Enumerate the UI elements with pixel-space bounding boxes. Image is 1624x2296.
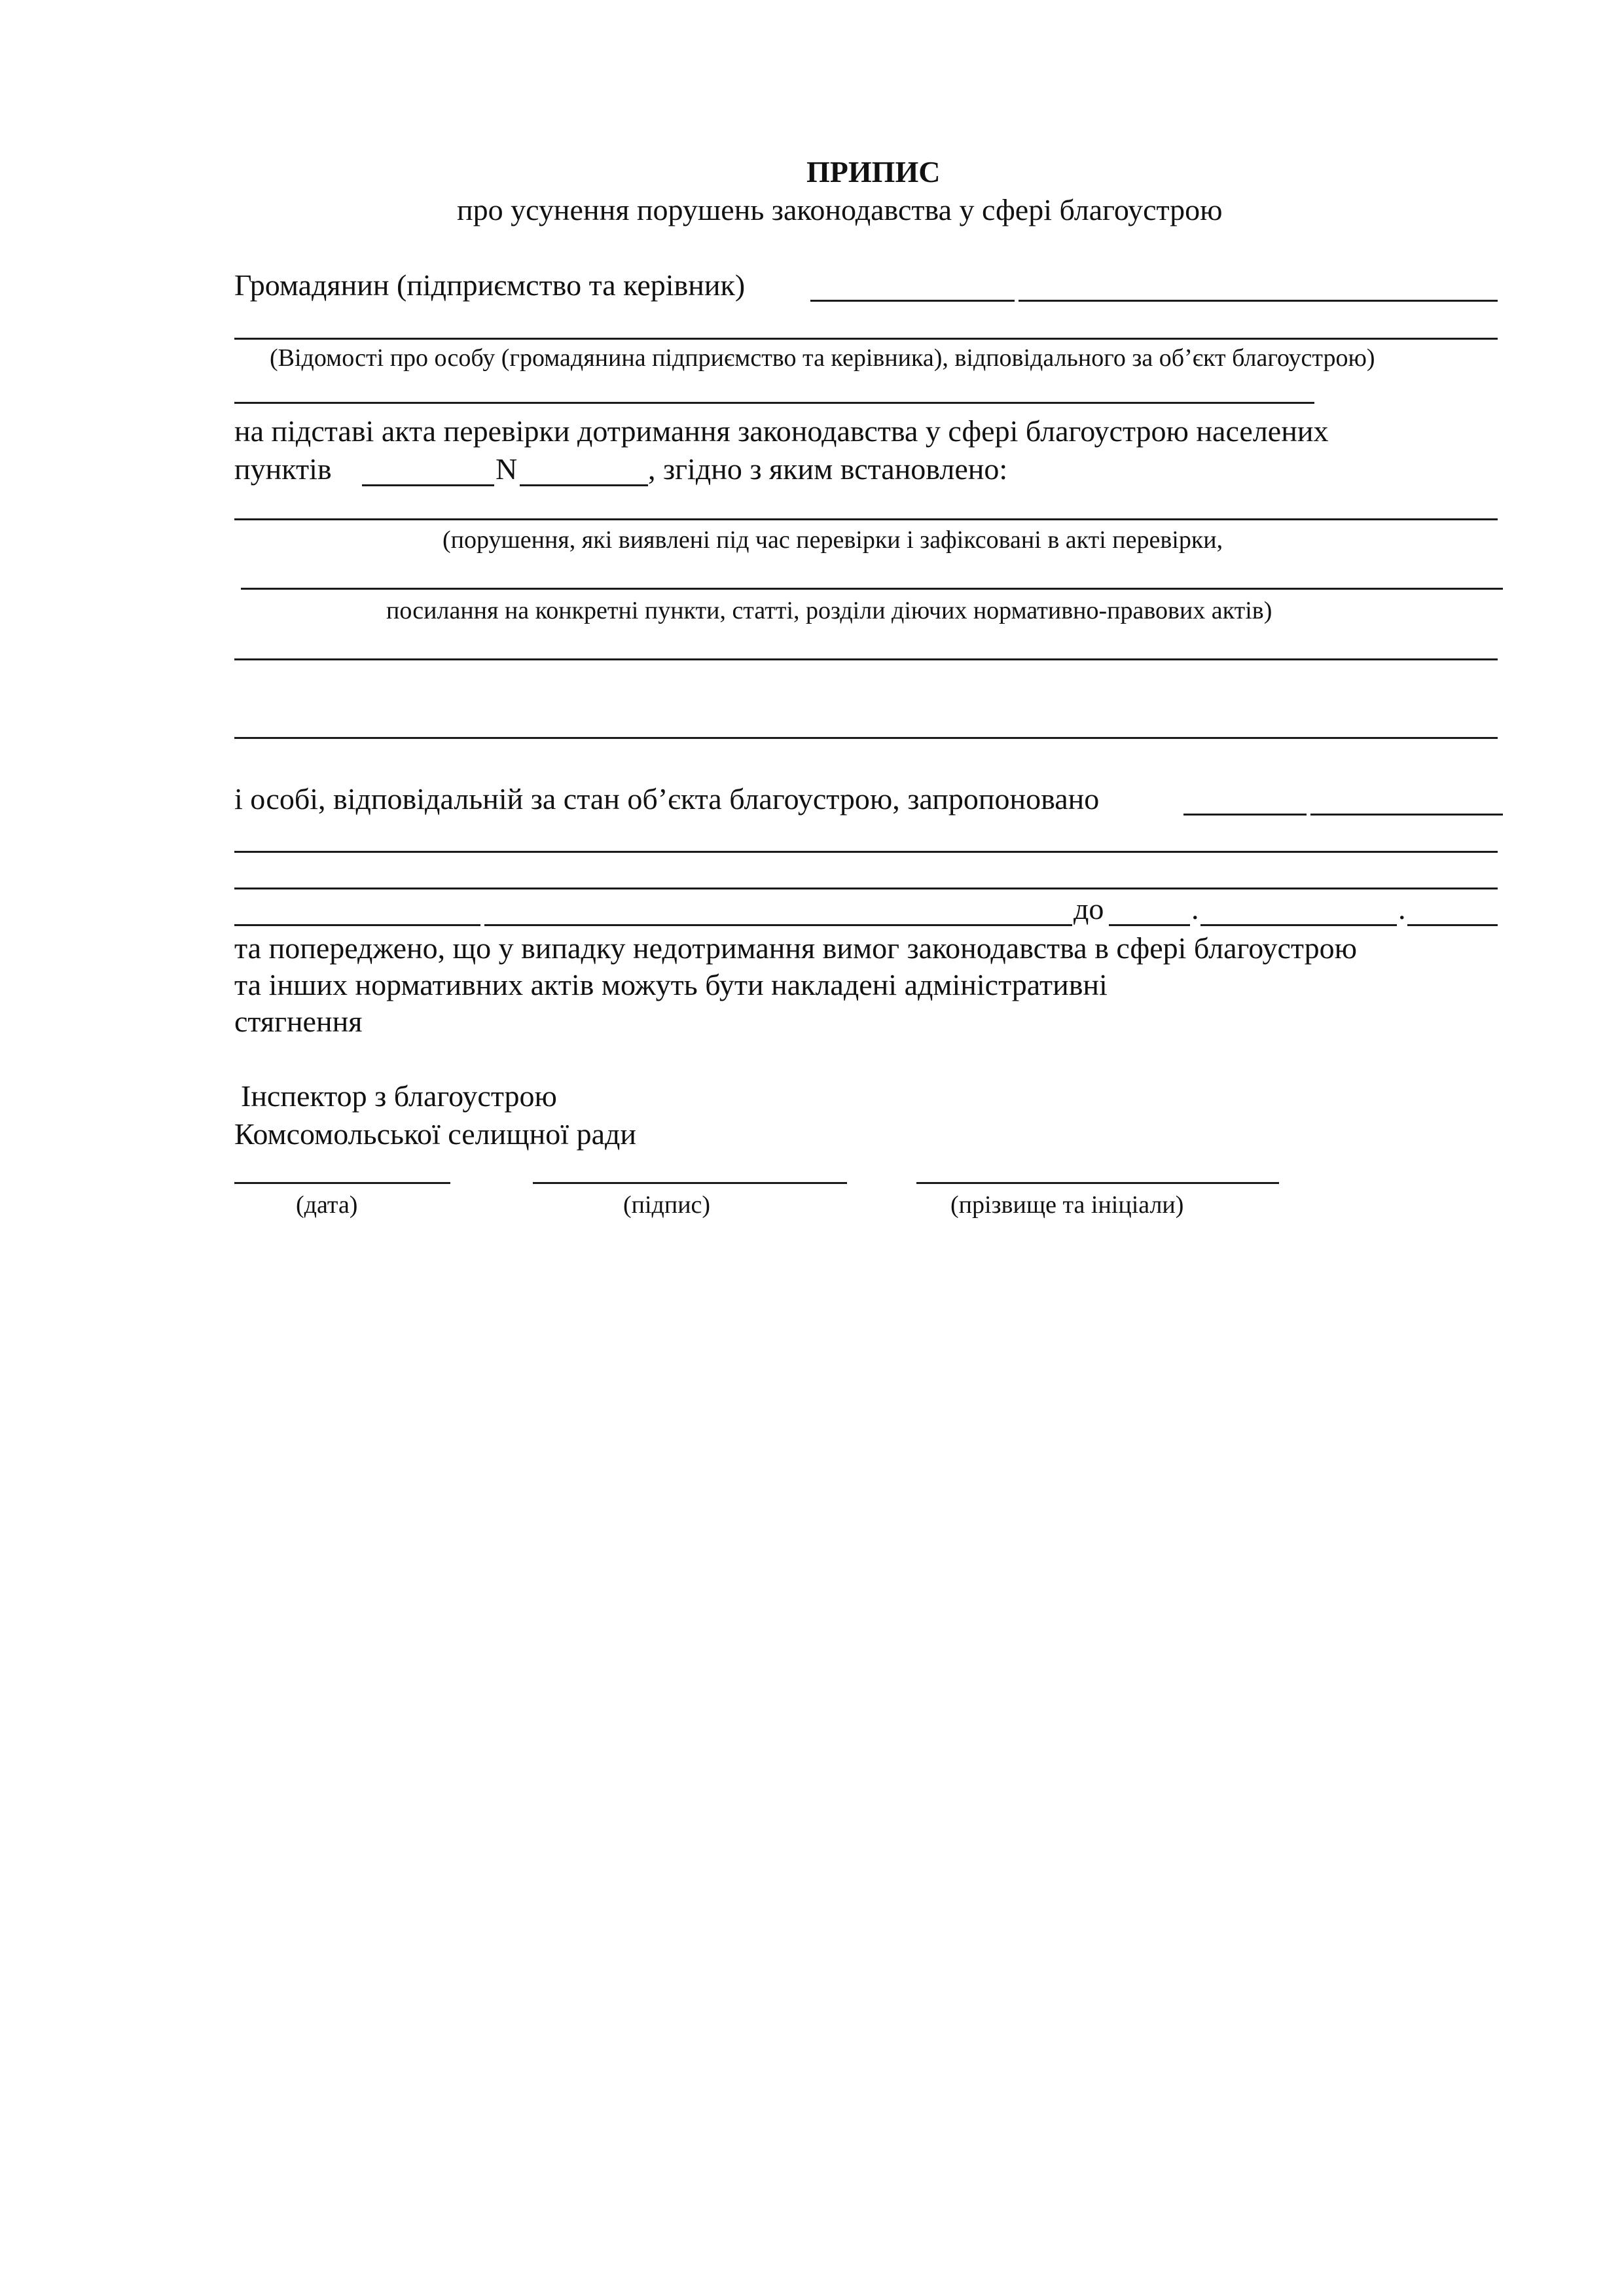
basis-line-2-start: пунктів [234,452,332,486]
citizen-blank-1[interactable] [810,300,1015,302]
warning-line-1: та попереджено, що у випадку недотримання вимог законодавства в сфері благоустрою [234,931,1357,965]
warning-line-3: стягнення [234,1005,363,1038]
deadline-blank-2[interactable] [1200,924,1397,926]
violations-blank-2[interactable] [241,588,1503,590]
proposed-blank-3[interactable] [234,888,1498,889]
sign-signature-blank[interactable] [533,1182,847,1184]
deadline-dot-1: . [1191,892,1199,925]
citizen-label: Громадянин (підприємство та керівник) [234,268,746,302]
deadline-blank-1[interactable] [1109,924,1190,926]
violations-blank-4[interactable] [234,737,1498,739]
deadline-dot-2: . [1398,892,1406,925]
warning-line-2: та інших нормативних актів можуть бути накладені адміністративні [234,968,1108,1001]
proposed-label: і особі, відповідальній за стан об’єкта благоустрою, запропоновано [234,782,1100,816]
proposed-blank-1b[interactable] [1310,814,1503,816]
proposed-blank-1a[interactable] [1183,814,1307,816]
document-title: ПРИПИС [806,155,941,188]
deadline-blank-3[interactable] [1407,924,1498,926]
inspector-title: Інспектор з благоустрою [241,1079,557,1113]
caption-violations: (порушення, які виявлені під час перевірки і зафіксовані в акті перевірки, [442,526,1223,554]
proposed-blank-2[interactable] [234,851,1498,853]
sign-signature-caption: (підпис) [623,1191,711,1219]
person-info-blank-2[interactable] [234,402,1314,404]
proposed-blank-4a[interactable] [234,924,480,926]
inspector-council: Комсомольської селищної ради [234,1117,637,1151]
act-date-blank[interactable] [362,484,494,486]
person-info-blank-1[interactable] [234,338,1498,340]
sign-date-caption: (дата) [296,1191,358,1219]
proposed-blank-4b[interactable] [484,924,1072,926]
act-number-blank[interactable] [520,484,648,486]
act-number-sign: N [496,452,518,486]
citizen-blank-2[interactable] [1019,300,1498,302]
sign-name-caption: (прізвище та ініціали) [950,1191,1184,1219]
basis-line-2-end: , згідно з яким встановлено: [648,452,1008,486]
violations-blank-3[interactable] [234,658,1498,660]
document-subtitle: про усунення порушень законодавства у сфері благоустрою [457,193,1223,226]
violations-blank-1[interactable] [234,518,1498,520]
deadline-prefix: до [1074,892,1104,925]
sign-name-blank[interactable] [916,1182,1279,1184]
basis-line-1: на підставі акта перевірки дотримання законодавства у сфері благоустрою населених [234,414,1329,448]
sign-date-blank[interactable] [234,1182,450,1184]
caption-references: посилання на конкретні пункти, статті, розділи діючих нормативно-правових актів) [386,597,1272,624]
caption-person: (Відомості про особу (громадянина підприємство та керівника), відповідального за об’єкт благоустрою) [270,344,1375,372]
